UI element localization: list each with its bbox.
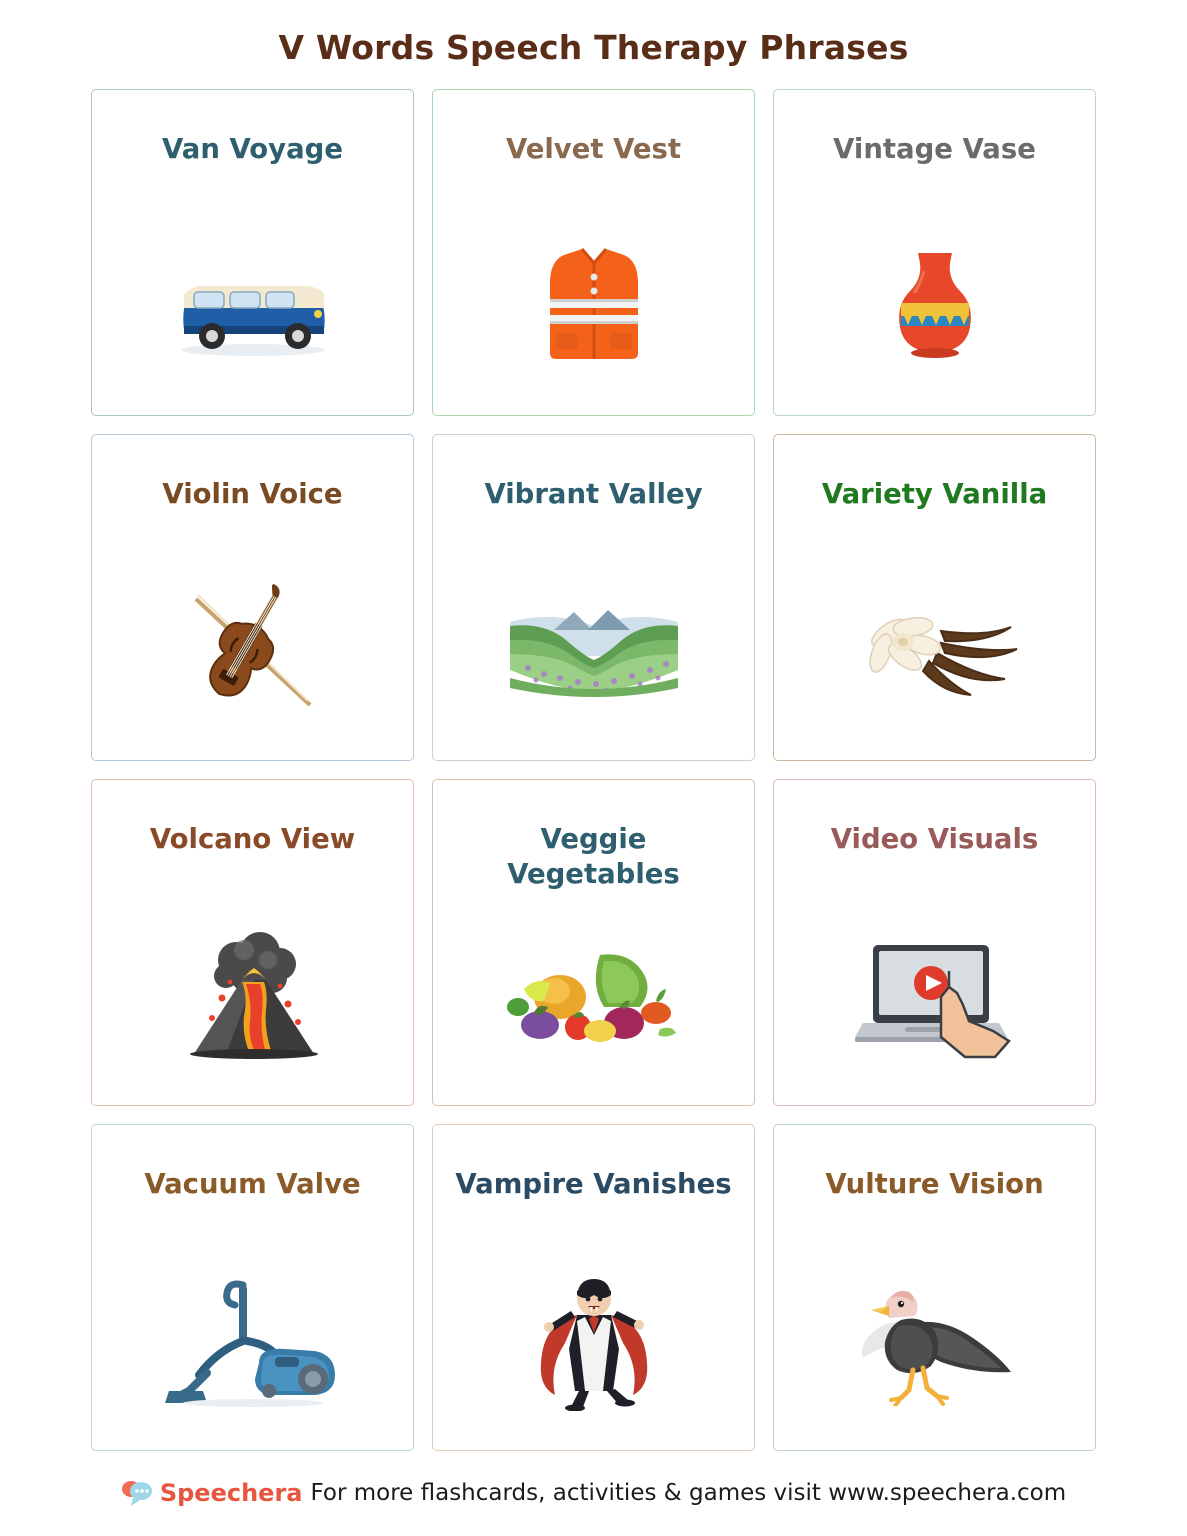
vanilla-flower-illustration: [774, 576, 1095, 726]
flashcard-title: Volcano View: [149, 823, 356, 855]
vacuum-cleaner-illustration: [92, 1266, 413, 1416]
brand-name: Speechera: [159, 1479, 303, 1507]
flashcard-title: Veggie Vegetables: [507, 823, 680, 891]
flashcard[interactable]: [773, 779, 1096, 1106]
flashcard[interactable]: [432, 779, 755, 1106]
laptop-video-illustration: [774, 921, 1095, 1071]
flashcard[interactable]: [432, 1124, 755, 1451]
flashcard-title: Vibrant Valley: [484, 478, 703, 510]
volcano-illustration: [92, 921, 413, 1071]
flashcard[interactable]: [773, 89, 1096, 416]
vase-illustration: [774, 231, 1095, 381]
flashcard-title: Vampire Vanishes: [455, 1168, 732, 1200]
flashcard[interactable]: [91, 779, 414, 1106]
speech-bubble-icon: [121, 1479, 155, 1507]
flashcard-title: Variety Vanilla: [821, 478, 1048, 510]
flashcard[interactable]: [91, 434, 414, 761]
flashcard-title: Vacuum Valve: [144, 1168, 361, 1200]
page-footer: [0, 1456, 1187, 1536]
violin-illustration: [92, 576, 413, 726]
valley-illustration: [433, 576, 754, 726]
flashcard-title: Van Voyage: [162, 133, 343, 165]
van-illustration: [92, 231, 413, 381]
footer-text: For more flashcards, activities & games visit www.speechera.com: [310, 1480, 1067, 1506]
vampire-illustration: [433, 1266, 754, 1416]
speechera-logo: [121, 1479, 303, 1507]
vulture-illustration: [774, 1266, 1095, 1416]
flashcard[interactable]: [773, 1124, 1096, 1451]
page-title: V Words Speech Therapy Phrases: [278, 28, 909, 67]
flashcard-title: Video Visuals: [830, 823, 1039, 855]
flashcard[interactable]: [773, 434, 1096, 761]
flashcard[interactable]: [91, 89, 414, 416]
flashcard[interactable]: [432, 89, 755, 416]
flashcard-title: Velvet Vest: [505, 133, 682, 165]
flashcard[interactable]: [91, 1124, 414, 1451]
flashcard[interactable]: [432, 434, 755, 761]
safety-vest-illustration: [433, 231, 754, 381]
flashcard-title: Vintage Vase: [833, 133, 1036, 165]
flashcard-grid: [0, 89, 1187, 1456]
flashcard-title: Violin Voice: [162, 478, 343, 510]
vegetables-illustration: [433, 921, 754, 1071]
flashcard-title: Vulture Vision: [825, 1168, 1044, 1200]
